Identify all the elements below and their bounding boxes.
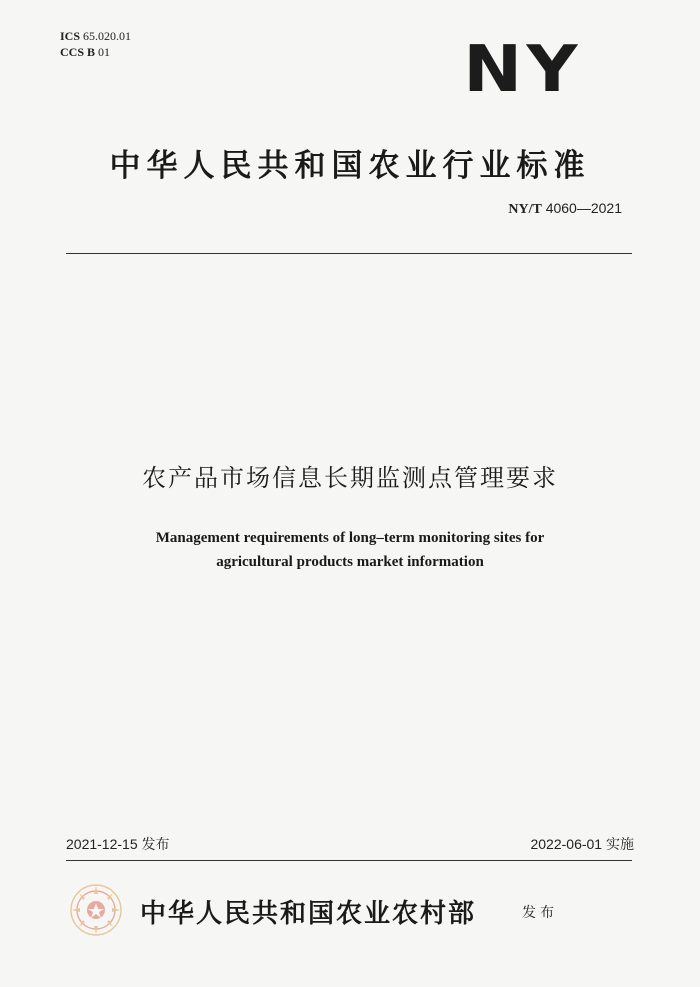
document-title-en-line1: Management requirements of long–term monitoring sites for [155, 530, 545, 546]
document-title-cn: 农产品市场信息长期监测点管理要求 [142, 464, 558, 492]
implement-date [530, 834, 634, 854]
ics-label: ICS [60, 29, 81, 43]
issue-date-value: 2021-12-15 [66, 836, 138, 852]
ics-code: 65.020.01 [83, 29, 132, 43]
ccs-code: 01 [98, 45, 111, 59]
standard-number-code: 4060—2021 [545, 200, 622, 216]
bottom-divider [66, 860, 632, 861]
implement-date-label: 实施 [606, 836, 634, 852]
classification-codes [60, 28, 131, 60]
publish-label: 发布 [522, 905, 558, 921]
standard-category-title: 中华人民共和国农业行业标准 [109, 148, 591, 184]
standard-number-prefix: NY/T [508, 202, 542, 217]
issue-date-label: 发布 [141, 836, 170, 852]
issue-date [66, 834, 170, 854]
issuing-ministry: 中华人民共和国农业农村部 [140, 899, 477, 929]
ministry-emblem-icon [68, 882, 124, 938]
ccs-line [60, 44, 131, 60]
ics-line [60, 28, 131, 44]
standard-number [508, 200, 622, 218]
document-title-en [0, 526, 700, 574]
ccs-label: CCS B [60, 45, 96, 59]
document-title-en-line2: agricultural products market information [216, 554, 484, 570]
ny-logo: NY [463, 33, 582, 107]
implement-date-value: 2022-06-01 [530, 836, 603, 852]
top-divider [66, 253, 632, 254]
